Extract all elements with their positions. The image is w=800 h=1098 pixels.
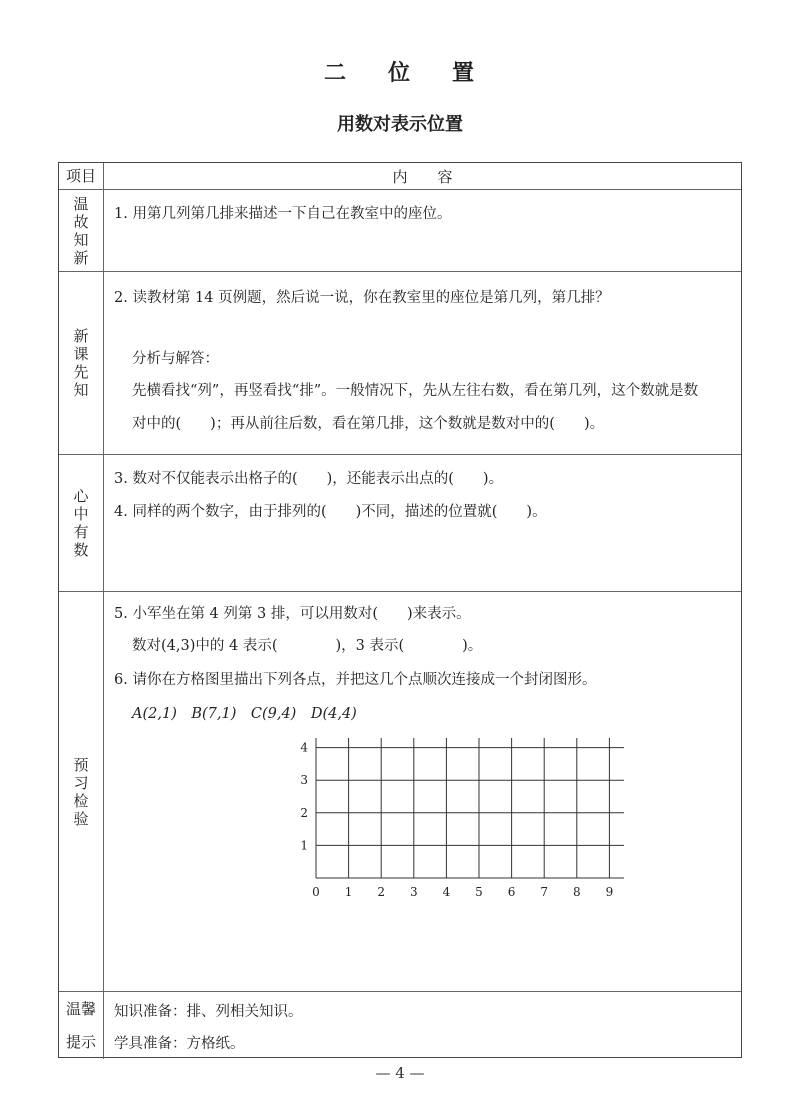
section-content <box>104 455 741 591</box>
tip-tools: 学具准备：方格纸。 <box>114 1036 245 1052</box>
chapter-char-3: 置 <box>452 60 477 86</box>
section-content <box>104 190 741 271</box>
chapter-char-1: 二 <box>323 60 348 86</box>
section-label: 新课先知 <box>59 272 104 454</box>
analysis-line-1: 先横看找“列”，再竖看找“排”。一般情况下，先从左往右数，看在第几列，这个数就是数 <box>132 383 699 399</box>
x-tick-label: 4 <box>442 885 451 899</box>
points-list: A(2,1) B(7,1) C(9,4) D(4,4) <box>132 706 357 722</box>
section-understanding <box>59 455 741 592</box>
header-content <box>104 163 741 189</box>
chapter-char-2: 位 <box>387 60 412 86</box>
question-2: 2. 读教材第 14 页例题，然后说一说，你在教室里的座位是第几列，第几排？ <box>114 290 610 306</box>
header-content-label: 内 容 <box>392 167 453 186</box>
analysis-line-2: 对中的( )；再从前往后数，看在第几排，这个数就是数对中的( )。 <box>132 416 605 432</box>
section-label: 心中有数 <box>59 455 104 591</box>
x-tick-label: 8 <box>572 885 581 899</box>
x-tick-label: 0 <box>312 885 320 899</box>
x-tick-label: 9 <box>605 885 614 899</box>
section-label: 温故知新 <box>59 190 104 271</box>
x-tick-label: 3 <box>409 885 418 899</box>
x-tick-label: 5 <box>475 885 483 899</box>
section-label <box>59 992 104 1059</box>
x-tick-label: 6 <box>507 885 516 899</box>
section-tips <box>59 992 741 1059</box>
question-1: 1. 用第几列第几排来描述一下自己在教室中的座位。 <box>114 206 452 222</box>
section-content <box>104 272 741 454</box>
y-tick-label: 2 <box>300 805 308 820</box>
x-tick-label: 2 <box>377 885 386 899</box>
page-number: — 4 — <box>375 1064 425 1082</box>
section-preview <box>59 272 741 455</box>
tips-label-bottom: 提示 <box>65 1033 96 1052</box>
question-3: 3. 数对不仅能表示出格子的( )，还能表示出点的( )。 <box>114 471 504 487</box>
section-content <box>104 592 741 991</box>
section-content <box>104 992 741 1059</box>
section-check <box>59 592 741 992</box>
tips-label-top: 温馨 <box>65 999 96 1018</box>
tip-knowledge: 知识准备：排、列相关知识。 <box>114 1004 303 1020</box>
y-tick-label: 4 <box>300 740 308 755</box>
worksheet-table <box>58 162 742 1058</box>
question-4: 4. 同样的两个数字，由于排列的( )不同，描述的位置就( )。 <box>114 504 547 520</box>
analysis-heading: 分析与解答： <box>132 351 219 367</box>
question-6: 6. 请你在方格图里描出下列各点，并把这几个点顺次连接成一个封闭图形。 <box>114 672 597 688</box>
coordinate-grid <box>264 738 624 942</box>
section-review <box>59 190 741 272</box>
y-tick-label: 1 <box>300 838 308 853</box>
y-tick-label: 3 <box>300 773 308 788</box>
header-project: 项目 <box>59 163 104 189</box>
question-5: 5. 小军坐在第 4 列第 3 排，可以用数对( )来表示。 <box>114 606 471 622</box>
x-tick-label: 7 <box>540 885 549 899</box>
grid-svg <box>264 738 624 938</box>
section-label: 预习检验 <box>59 592 104 991</box>
question-5-sub: 数对(4,3)中的 4 表示( )，3 表示( )。 <box>132 638 483 654</box>
x-tick-label: 1 <box>344 885 353 899</box>
lesson-title: 用数对表示位置 <box>337 114 463 135</box>
table-header-row <box>59 163 741 190</box>
chapter-heading <box>0 56 800 87</box>
